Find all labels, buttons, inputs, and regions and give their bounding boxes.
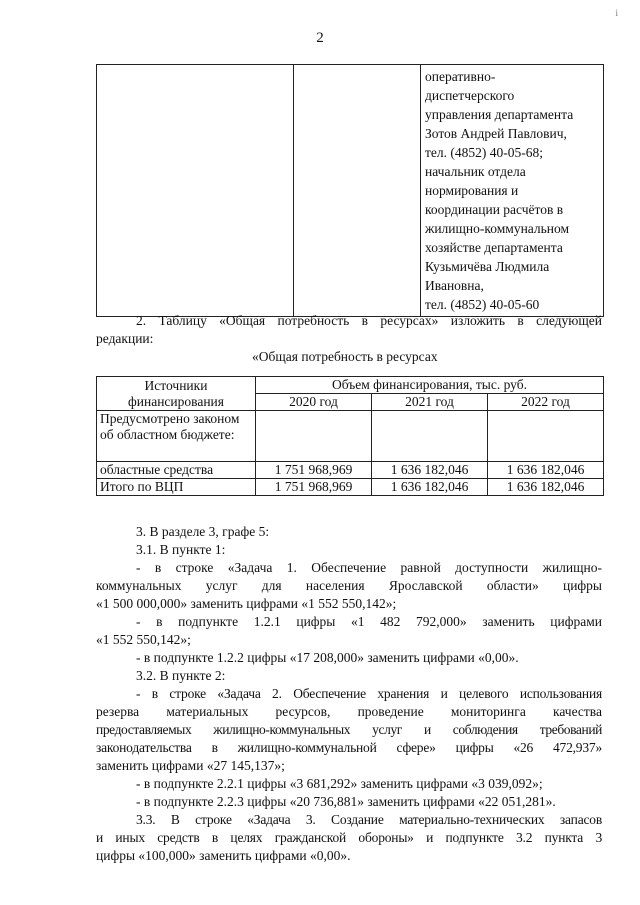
row-value: [256, 411, 372, 462]
page-number: 2: [316, 30, 324, 46]
section3-line: законодательства в жилищно-коммунальной сфере» цифры «26 472,937»: [96, 740, 602, 755]
section3-line: - в строке «Задача 1. Обеспечение равной доступности жилищно-: [136, 560, 602, 575]
section3-line: 3. В разделе 3, графе 5:: [136, 524, 270, 539]
contact-line: тел. (4852) 40-05-68;: [425, 145, 543, 160]
table-title: «Общая потребность в ресурсах: [252, 349, 438, 364]
row-value: 1 636 182,046: [372, 462, 488, 479]
year-header: 2021 год: [372, 394, 488, 411]
contact-line: жилищно-коммунальном: [425, 221, 570, 236]
section3-line: и иных средств в целях гражданской обороны» и подпункте 3.2 пункта 3: [96, 830, 602, 845]
corner-mark: i: [615, 8, 618, 18]
row-value: [488, 411, 604, 462]
section3-line: - в подпункте 2.2.1 цифры «3 681,292» заменить цифрами «3 039,092»;: [136, 776, 543, 791]
contact-line: начальник отдела: [425, 164, 526, 179]
row-label: областные средства: [97, 462, 256, 479]
contact-line: Ивановна,: [425, 278, 484, 293]
row-value: 1 751 968,969: [256, 479, 372, 496]
year-header: 2022 год: [488, 394, 604, 411]
resources-group-header: Объем финансирования, тыс. руб.: [256, 377, 604, 394]
contact-line: диспетчерского: [425, 88, 515, 103]
table-row: [97, 479, 604, 496]
section3-line: коммунальных услуг для населения Ярославской области» цифры: [96, 578, 602, 593]
contact-line: управления департамента: [425, 107, 574, 122]
section3-line: 3.2. В пункте 2:: [136, 668, 226, 683]
section3-line: «1 552 550,142»;: [96, 632, 191, 647]
section3-line: - в подпункте 2.2.3 цифры «20 736,881» заменить цифрами «22 051,281».: [136, 794, 556, 809]
section3-line: - в строке «Задача 2. Обеспечение хранения и целевого использования: [136, 686, 602, 701]
section3-line: 3.1. В пункте 1:: [136, 542, 226, 557]
item2-line-1: 2. Таблицу «Общая потребность в ресурсах» изложить в следующей: [136, 313, 602, 328]
contact-line: Зотов Андрей Павлович,: [425, 126, 567, 141]
resources-source-header: Источники финансирования: [97, 377, 256, 411]
table-row: [97, 411, 604, 462]
year-header: 2020 год: [256, 394, 372, 411]
contact-line: нормирования и: [425, 183, 519, 198]
row-label: Итого по ВЦП: [97, 479, 256, 496]
section3-line: - в подпункте 1.2.2 цифры «17 208,000» заменить цифрами «0,00».: [136, 650, 519, 665]
contact-line: хозяйстве департамента: [425, 240, 563, 255]
section3-line: заменить цифрами «27 145,137»;: [96, 758, 285, 773]
contact-table-cell-empty-1: [97, 65, 294, 317]
section3-line: цифры «100,000» заменить цифрами «0,00».: [96, 848, 351, 863]
item2-line-2: редакции:: [96, 331, 154, 346]
row-value: 1 636 182,046: [488, 479, 604, 496]
section3-line: 3.3. В строке «Задача 3. Создание материально-технических запасов: [136, 812, 602, 827]
contact-table-cell-empty-2: [294, 65, 421, 317]
contact-line: координации расчётов в: [425, 202, 564, 217]
row-value: 1 636 182,046: [372, 479, 488, 496]
contact-line: оперативно-: [425, 69, 496, 84]
section3-line: - в подпункте 1.2.1 цифры «1 482 792,000» заменить цифрами: [136, 614, 602, 629]
section3-line: предоставляемых жилищно-коммунальных услуг и соблюдения требований: [96, 722, 602, 737]
row-label: Предусмотрено законом об областном бюджете:: [97, 411, 256, 462]
section3-line: «1 500 000,000» заменить цифрами «1 552 550,142»;: [96, 596, 397, 611]
table-row: [97, 462, 604, 479]
contact-table-cell-contacts: [421, 65, 604, 317]
row-value: 1 751 968,969: [256, 462, 372, 479]
section3-line: резерва материальных ресурсов, проведение мониторинга качества: [96, 704, 602, 719]
contact-line: тел. (4852) 40-05-60: [425, 297, 540, 312]
resources-table: [96, 376, 604, 496]
contact-line: Кузьмичёва Людмила: [425, 259, 550, 274]
row-value: [372, 411, 488, 462]
row-value: 1 636 182,046: [488, 462, 604, 479]
contact-table: [96, 64, 604, 317]
